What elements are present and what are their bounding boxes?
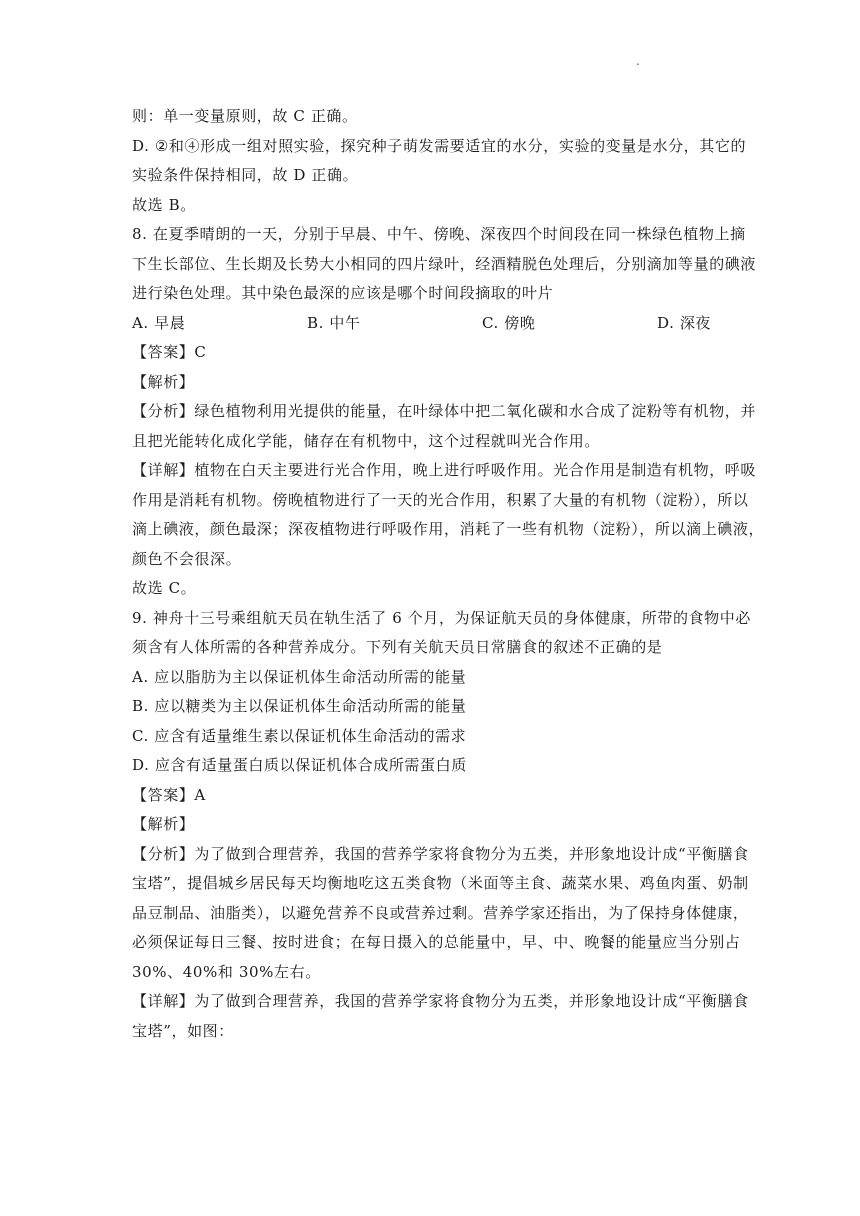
question-9-stem: 9. 神舟十三号乘组航天员在轨生活了 6 个月，为保证航天员的身体健康，所带的食物中必 — [132, 608, 751, 627]
text-line: 故选 B。 — [132, 195, 196, 214]
text-line: 30%、40%和 30%左右。 — [132, 962, 321, 981]
option-a: A. 应以脂肪为主以保证机体生命活动所需的能量 — [132, 667, 467, 686]
text-line: 须含有人体所需的各种营养成分。下列有关航天员日常膳食的叙述不正确的是 — [132, 638, 663, 656]
option-b: B. 应以糖类为主以保证机体生命活动所需的能量 — [132, 697, 467, 715]
text-line: 进行染色处理。其中染色最深的应该是哪个时间段摘取的叶片 — [132, 284, 554, 302]
answer-label: 【答案】A — [132, 785, 206, 804]
text-line: 实验条件保持相同，故 D 正确。 — [132, 166, 359, 184]
option-b: B. 中午 — [307, 313, 361, 332]
text-line: 宝塔”，提倡城乡居民每天均衡地吃这五类食物（米面等主食、蔬菜水果、鸡鱼肉蛋、奶制 — [132, 874, 749, 892]
text-line: 必须保证每日三餐、按时进食；在每日摄入的总能量中，早、中、晚餐的能量应当分别占 — [132, 933, 741, 951]
detail-text: 【详解】为了做到合理营养，我国的营养学家将食物分为五类，并形象地设计成“平衡膳食 — [132, 992, 749, 1010]
analysis-text: 【分析】为了做到合理营养，我国的营养学家将食物分为五类，并形象地设计成“平衡膳食 — [132, 844, 749, 863]
text-line: 则：单一变量原则，故 C 正确。 — [132, 107, 358, 125]
option-c: C. 傍晚 — [482, 313, 536, 332]
detail-text: 【详解】植物在白天主要进行光合作用，晚上进行呼吸作用。光合作用是制造有机物，呼吸 — [132, 461, 757, 479]
analysis-label: 【解析】 — [132, 815, 195, 833]
option-a: A. 早晨 — [132, 313, 186, 332]
text-line: 且把光能转化成化学能，储存在有机物中，这个过程就叫光合作用。 — [132, 431, 601, 450]
document-body — [132, 102, 765, 1046]
option-d: D. 深夜 — [657, 313, 712, 332]
text-line: 故选 C。 — [132, 579, 197, 597]
text-line: 品豆制品、油脂类），以避免营养不良或营养过剩。营养学家还指出，为了保持身体健康， — [132, 903, 749, 922]
text-line: 作用是消耗有机物。傍晚植物进行了一天的光合作用，积累了大量的有机物（淀粉），所以 — [132, 490, 749, 509]
question-8-stem: 8. 在夏季晴朗的一天，分别于早晨、中午、傍晚、深夜四个时间段在同一株绿色植物上摘 — [132, 225, 746, 243]
question-8-options — [132, 309, 732, 339]
option-d: D. 应含有适量蛋白质以保证机体合成所需蛋白质 — [132, 756, 467, 774]
option-c: C. 应含有适量维生素以保证机体生命活动的需求 — [132, 726, 467, 745]
text-line: D. ②和④形成一组对照实验，探究种子萌发需要适宜的水分，实验的变量是水分，其它的 — [132, 136, 747, 155]
answer-label: 【答案】C — [132, 343, 207, 361]
text-line: 宝塔”，如图： — [132, 1021, 234, 1040]
text-line: 颜色不会很深。 — [132, 549, 242, 568]
analysis-text: 【分析】绿色植物利用光提供的能量，在叶绿体中把二氧化碳和水合成了淀粉等有机物，并 — [132, 402, 757, 420]
analysis-label: 【解析】 — [132, 372, 195, 391]
header-mark: . — [636, 54, 640, 68]
text-line: 下生长部位、生长期及长势大小相同的四片绿叶，经酒精脱色处理后，分别滴加等量的碘液 — [132, 254, 757, 273]
text-line: 滴上碘液，颜色最深；深夜植物进行呼吸作用，消耗了一些有机物（淀粉），所以滴上碘液， — [132, 520, 765, 538]
